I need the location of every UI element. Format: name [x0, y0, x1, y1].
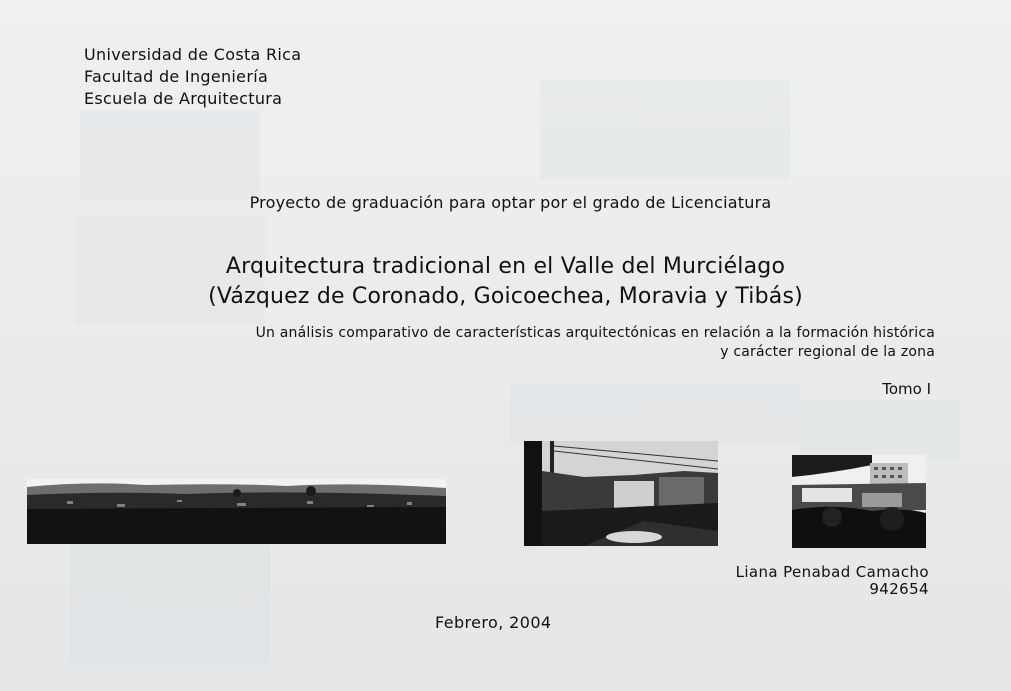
project-line-text: Proyecto de graduación para optar por el grado de Licenciatura [249, 193, 772, 212]
bleed-through-shadow [510, 385, 800, 445]
buildings-photo-icon [792, 455, 926, 548]
street-scene-photo [524, 441, 718, 546]
bleed-through-shadow [70, 545, 270, 665]
project-line [0, 193, 1011, 212]
subtitle-line-1: Un análisis comparativo de características arquitectónicas en relación a la formación histórica [255, 325, 935, 341]
faculty-name: Facultad de Ingeniería [84, 67, 269, 86]
student-id: 942654 [869, 580, 929, 598]
bleed-through-shadow [800, 400, 960, 460]
landscape-photo-icon [27, 479, 446, 544]
valley-panorama-photo [27, 479, 446, 544]
publication-date: Febrero, 2004 [435, 613, 552, 632]
bleed-through-shadow [540, 80, 790, 180]
town-buildings-photo [792, 455, 926, 548]
title-line-1: Arquitectura tradicional en el Valle del Murciélago [225, 254, 786, 279]
title-line-2: (Vázquez de Coronado, Goicoechea, Moravia y Tibás) [208, 284, 803, 309]
bleed-through-shadow [80, 110, 260, 200]
school-name: Escuela de Arquitectura [84, 89, 283, 108]
subtitle-line-2: y carácter regional de la zona [720, 344, 935, 360]
author-name: Liana Penabad Camacho [735, 563, 929, 581]
street-photo-icon [524, 441, 718, 546]
university-name: Universidad de Costa Rica [84, 45, 302, 64]
institution-header [84, 44, 301, 110]
volume-label: Tomo I [882, 380, 931, 398]
